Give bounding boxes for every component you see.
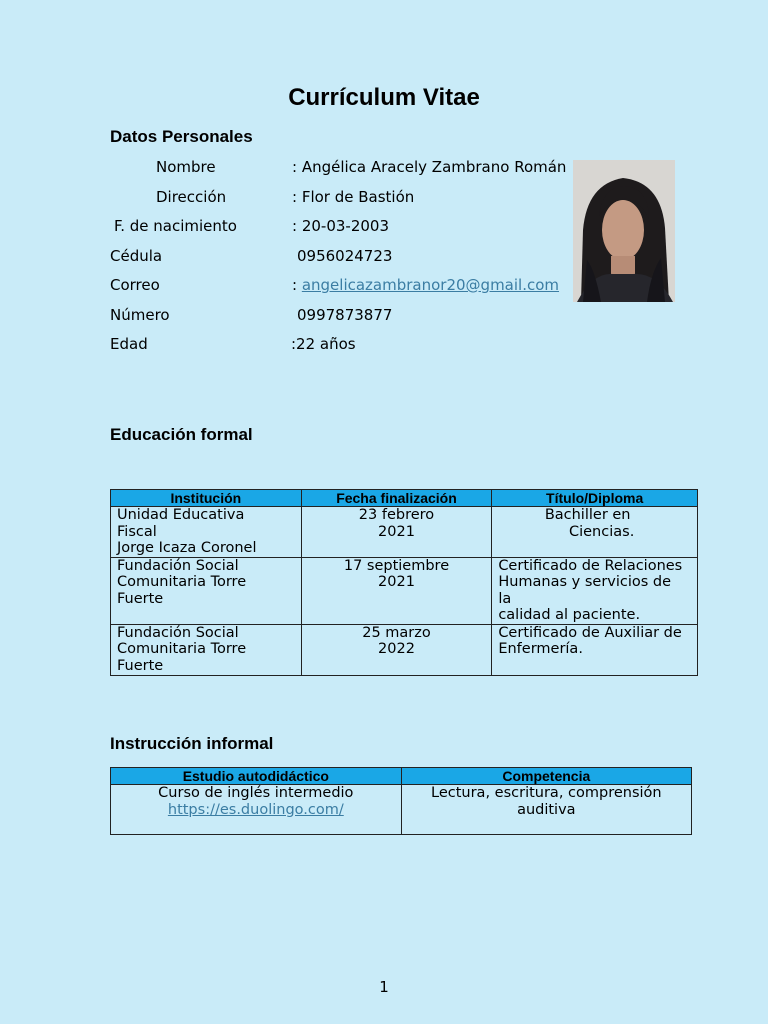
value-edad: :22 años xyxy=(291,335,356,353)
label-nacimiento: F. de nacimiento xyxy=(114,217,237,235)
title-cell xyxy=(492,624,698,675)
institution-cell xyxy=(111,624,302,675)
table-header-row xyxy=(111,490,698,507)
profile-photo xyxy=(573,160,675,302)
cell-line: auditiva xyxy=(517,801,576,818)
label-correo: Correo xyxy=(110,276,160,294)
label-direccion: Dirección xyxy=(156,188,227,206)
cell-line: Lectura, escritura, comprensión xyxy=(431,785,662,801)
date-cell xyxy=(301,507,492,558)
cell-line: Comunitaria Torre xyxy=(117,641,247,657)
competence-cell xyxy=(401,785,691,835)
informal-education-heading: Instrucción informal xyxy=(110,734,274,753)
header-fecha: Fecha finalización xyxy=(301,490,492,507)
cell-line: Fundación Social xyxy=(117,557,239,574)
cell-line: Certificado de Auxiliar de xyxy=(498,624,682,641)
cell-line: Enfermería. xyxy=(498,641,583,657)
value-nombre: : Angélica Aracely Zambrano Román xyxy=(292,158,567,176)
institution-cell xyxy=(111,507,302,558)
cell-line: Fuerte xyxy=(117,657,164,674)
formal-education-table xyxy=(110,489,698,676)
cell-line: 2021 xyxy=(378,523,415,540)
page-title: Currículum Vitae xyxy=(288,84,480,111)
duolingo-link[interactable]: https://es.duolingo.com/ xyxy=(167,801,344,818)
formal-education-heading: Educación formal xyxy=(110,425,253,444)
label-nombre: Nombre xyxy=(156,158,216,176)
cell-line: Fuerte xyxy=(117,590,164,607)
cell-line: Jorge Icaza Coronel xyxy=(117,540,257,556)
informal-education-table xyxy=(110,767,692,835)
table-row xyxy=(111,557,698,624)
value-direccion: : Flor de Bastión xyxy=(292,188,415,206)
cell-line: la xyxy=(498,590,512,607)
cell-line: 23 febrero xyxy=(358,507,435,523)
cell-line: Fundación Social xyxy=(117,624,239,641)
cell-line: 2022 xyxy=(378,641,415,657)
table-row xyxy=(111,785,692,835)
email-link[interactable]: angelicazambranor20@gmail.com xyxy=(301,276,560,294)
value-nacimiento: : 20-03-2003 xyxy=(292,217,389,235)
table-header-row xyxy=(111,768,692,785)
correo-prefix: : xyxy=(292,276,302,294)
title-cell xyxy=(492,557,698,624)
study-name: Curso de inglés intermedio xyxy=(158,785,354,801)
label-cedula: Cédula xyxy=(110,247,163,265)
cell-line: Ciencias. xyxy=(568,523,635,540)
cell-line: Bachiller en xyxy=(544,507,631,523)
date-cell xyxy=(301,557,492,624)
date-cell xyxy=(301,624,492,675)
label-edad: Edad xyxy=(110,335,148,353)
table-row xyxy=(111,624,698,675)
value-correo xyxy=(292,276,559,294)
title-cell xyxy=(492,507,698,558)
cell-line: Fiscal xyxy=(117,523,157,540)
cell-line: 2021 xyxy=(378,574,415,590)
cell-line: Certificado de Relaciones xyxy=(498,557,683,574)
value-numero: 0997873877 xyxy=(297,306,393,324)
cell-line: Comunitaria Torre xyxy=(117,574,247,590)
page-number: 1 xyxy=(379,978,389,996)
header-competencia: Competencia xyxy=(401,768,691,785)
institution-cell xyxy=(111,557,302,624)
table-row xyxy=(111,507,698,558)
cell-line: Humanas y servicios de xyxy=(498,574,672,590)
study-cell xyxy=(111,785,402,835)
cell-line: 25 marzo xyxy=(362,624,431,641)
cell-line: 17 septiembre xyxy=(343,557,450,574)
cell-line: Unidad Educativa xyxy=(117,507,245,523)
header-estudio: Estudio autodidáctico xyxy=(111,768,402,785)
personal-data-heading: Datos Personales xyxy=(110,127,253,146)
header-titulo: Título/Diploma xyxy=(492,490,698,507)
label-numero: Número xyxy=(110,306,170,324)
value-cedula: 0956024723 xyxy=(297,247,393,265)
header-institucion: Institución xyxy=(111,490,302,507)
cell-line: calidad al paciente. xyxy=(498,607,641,623)
